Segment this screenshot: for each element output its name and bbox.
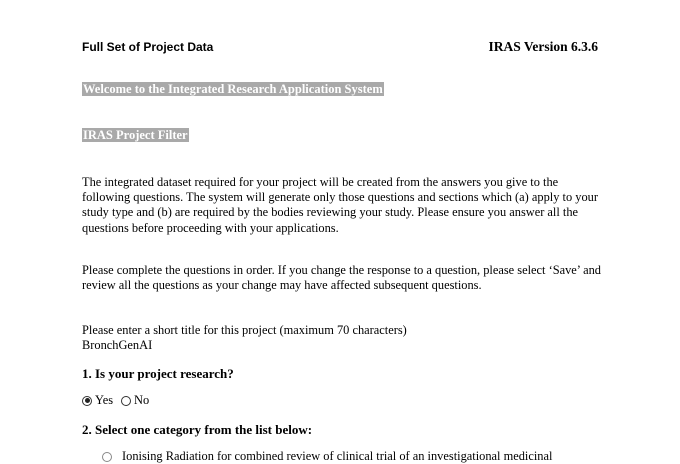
question-1-options: [82, 393, 157, 408]
question-1-label: 1. Is your project research?: [82, 366, 234, 381]
intro-paragraph: The integrated dataset required for your project will be created from the answers you give to the following questions. The system will generate only those questions and sections which (a) apply to your study type and (b) are required by the bodies reviewing your study. Please ensure you answer all the questions before proceeding with your applications.: [82, 175, 598, 235]
welcome-banner: Welcome to the Integrated Research Application System: [83, 82, 383, 96]
short-title-prompt: Please enter a short title for this project (maximum 70 characters): [82, 323, 407, 337]
radio-ionising-radiation[interactable]: [102, 452, 112, 462]
radio-no[interactable]: [121, 396, 131, 406]
short-title-value: BronchGenAI: [82, 338, 153, 352]
option-no-label: No: [134, 393, 150, 407]
option-yes-label: Yes: [95, 393, 114, 407]
radio-yes[interactable]: [82, 396, 92, 406]
question-2-label: 2. Select one category from the list below:: [82, 422, 313, 437]
category-option-row: [102, 449, 552, 464]
document-header-left: Full Set of Project Data: [82, 40, 214, 54]
radio-selected-dot: [85, 398, 90, 403]
iras-version: IRAS Version 6.3.6: [488, 39, 598, 54]
project-filter-banner: IRAS Project Filter: [83, 128, 188, 142]
category-option-label: Ionising Radiation for combined review of clinical trial of an investigational medicinal: [122, 449, 553, 463]
instructions-paragraph: Please complete the questions in order. If you change the response to a question, please select ‘Save’ and review all the questions as your change may have affected subsequent questions.: [82, 263, 601, 293]
